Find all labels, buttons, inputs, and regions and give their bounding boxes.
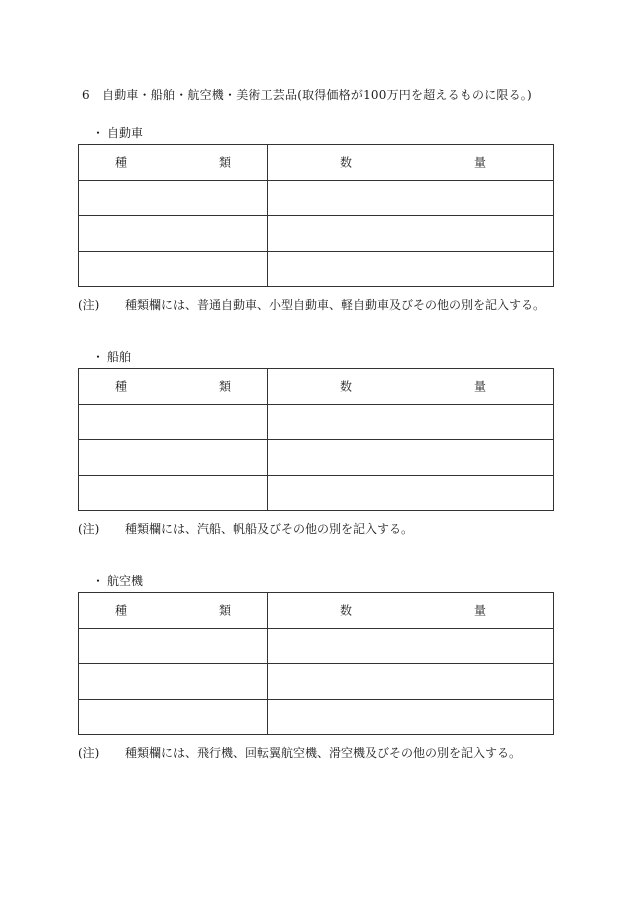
note-text: 種類欄には、汽船、帆船及びその他の別を記入する。 [125,522,414,536]
kind-cell[interactable] [79,216,268,252]
header-quantity: 数 量 [268,145,554,181]
section-title [92,348,131,365]
heading-text: 自動車・船舶・航空機・美術工芸品(取得価格が100万円を超えるものに限る。) [102,88,532,102]
table-row [79,664,554,700]
section-title-text: 航空機 [107,574,144,588]
aircraft-table [78,592,554,735]
table-row [79,216,554,252]
table-header-row [79,369,554,405]
note-tag: (注) [78,522,100,536]
section-note [78,520,413,537]
table-row [79,404,554,440]
section-title-text: 自動車 [107,126,144,140]
table-row [79,180,554,216]
note-text: 種類欄には、普通自動車、小型自動車、軽自動車及びその他の別を記入する。 [125,298,546,312]
header-quantity: 数 量 [268,369,554,405]
page-heading [82,86,532,103]
note-tag: (注) [78,746,100,760]
section-note [78,296,545,313]
table-row [79,475,554,511]
header-quantity: 数 量 [268,593,554,629]
kind-cell[interactable] [79,664,268,700]
heading-number: 6 [82,88,90,102]
kind-cell[interactable] [79,475,268,511]
kind-cell[interactable] [79,251,268,287]
note-text: 種類欄には、飛行機、回転翼航空機、滑空機及びその他の別を記入する。 [125,746,522,760]
quantity-cell[interactable] [268,699,554,735]
table-header-row [79,593,554,629]
quantity-cell[interactable] [268,628,554,664]
header-kind: 種 類 [79,593,268,629]
section-title [92,124,143,141]
section-title [92,572,143,589]
table-row [79,628,554,664]
section-note [78,744,521,761]
quantity-cell[interactable] [268,180,554,216]
quantity-cell[interactable] [268,216,554,252]
table-header-row [79,145,554,181]
table-row [79,251,554,287]
kind-cell[interactable] [79,699,268,735]
ship-table [78,368,554,511]
bullet: ・ [92,126,105,140]
table-row [79,440,554,476]
kind-cell[interactable] [79,404,268,440]
kind-cell[interactable] [79,440,268,476]
header-kind: 種 類 [79,145,268,181]
header-kind: 種 類 [79,369,268,405]
kind-cell[interactable] [79,628,268,664]
quantity-cell[interactable] [268,440,554,476]
quantity-cell[interactable] [268,664,554,700]
quantity-cell[interactable] [268,251,554,287]
section-title-text: 船舶 [107,350,132,364]
quantity-cell[interactable] [268,475,554,511]
bullet: ・ [92,350,105,364]
table-row [79,699,554,735]
quantity-cell[interactable] [268,404,554,440]
bullet: ・ [92,574,105,588]
note-tag: (注) [78,298,100,312]
kind-cell[interactable] [79,180,268,216]
automobile-table [78,144,554,287]
